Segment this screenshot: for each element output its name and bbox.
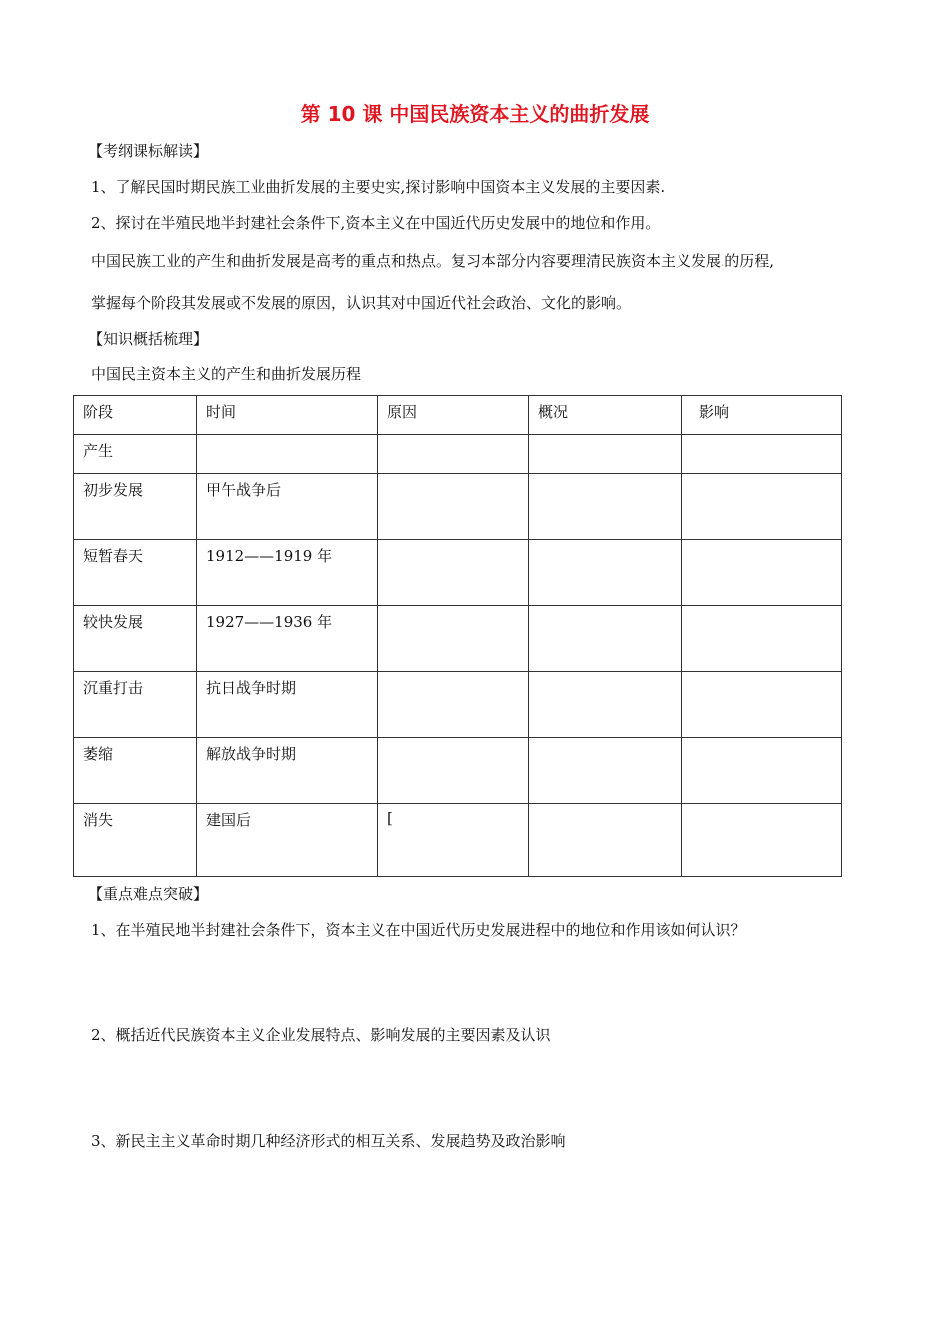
- cell-cause: [378, 738, 529, 804]
- syllabus-item-2: 2、探讨在半殖民地半封建社会条件下,资本主义在中国近代历史发展中的地位和作用。: [91, 214, 661, 232]
- table-row: [74, 540, 842, 606]
- cell-time: 甲午战争后: [197, 474, 378, 540]
- cell-cause: [378, 540, 529, 606]
- question-1: 1、在半殖民地半封建社会条件下，资本主义在中国近代历史发展进程中的地位和作用该如何认识？: [91, 921, 746, 939]
- question-3: 3、新民主主义革命时期几种经济形式的相互关系、发展趋势及政治影响: [91, 1132, 566, 1150]
- header-impact: 影响: [682, 396, 842, 435]
- section-heading-key-points: 【重点难点突破】: [88, 885, 209, 903]
- cell-stage: 短暂春天: [74, 540, 197, 606]
- table-header-row: [74, 396, 842, 435]
- table-row: [74, 606, 842, 672]
- cell-cause: [: [378, 804, 529, 877]
- cell-cause: [378, 606, 529, 672]
- cell-impact: [682, 804, 842, 877]
- header-time: 时间: [197, 396, 378, 435]
- cell-time: [197, 435, 378, 474]
- cell-time: 建国后: [197, 804, 378, 877]
- stages-table: [73, 395, 842, 877]
- cell-overview: [529, 474, 682, 540]
- intro-line-1: [91, 250, 774, 271]
- cell-stage: 初步发展: [74, 474, 197, 540]
- table-row: [74, 435, 842, 474]
- cell-cause: [378, 672, 529, 738]
- cell-time: 1912——1919 年: [197, 540, 378, 606]
- cell-cause: [378, 435, 529, 474]
- cell-overview: [529, 540, 682, 606]
- section-heading-syllabus: 【考纲课标解读】: [88, 142, 209, 160]
- cell-time: 解放战争时期: [197, 738, 378, 804]
- cell-impact: [682, 540, 842, 606]
- table-row: [74, 672, 842, 738]
- intro-text-a: 中国民族工业的产生和曲折发展是高考的重点和热点。复习本部分内容要理清民族资本主义发展: [91, 252, 722, 270]
- intro-text-b: 的历程,: [724, 252, 774, 270]
- page-title: 第 10 课 中国民族资本主义的曲折发展: [300, 102, 650, 126]
- section-heading-knowledge: 【知识概括梳理】: [88, 330, 209, 348]
- cell-overview: [529, 435, 682, 474]
- cell-cause: [378, 474, 529, 540]
- cell-overview: [529, 606, 682, 672]
- cell-overview: [529, 672, 682, 738]
- cell-overview: [529, 804, 682, 877]
- header-cause: 原因: [378, 396, 529, 435]
- cell-impact: [682, 672, 842, 738]
- table-caption: 中国民主资本主义的产生和曲折发展历程: [91, 365, 362, 383]
- cell-stage: 萎缩: [74, 738, 197, 804]
- intro-line-2: 掌握每个阶段其发展或不发展的原因，认识其对中国近代社会政治、文化的影响。: [91, 294, 632, 312]
- syllabus-item-1: 1、了解民国时期民族工业曲折发展的主要史实,探讨影响中国资本主义发展的主要因素.: [91, 178, 666, 196]
- header-stage: 阶段: [74, 396, 197, 435]
- header-overview: 概况: [529, 396, 682, 435]
- cell-stage: 较快发展: [74, 606, 197, 672]
- cell-stage: 产生: [74, 435, 197, 474]
- cell-stage: 沉重打击: [74, 672, 197, 738]
- cell-impact: [682, 606, 842, 672]
- table-row: [74, 804, 842, 877]
- table-row: [74, 738, 842, 804]
- cell-impact: [682, 435, 842, 474]
- cell-time: 1927——1936 年: [197, 606, 378, 672]
- cell-impact: [682, 474, 842, 540]
- question-2: 2、概括近代民族资本主义企业发展特点、影响发展的主要因素及认识: [91, 1026, 551, 1044]
- cell-time: 抗日战争时期: [197, 672, 378, 738]
- stray-dot: .: [721, 258, 725, 269]
- cell-impact: [682, 738, 842, 804]
- table-row: [74, 474, 842, 540]
- cell-stage: 消失: [74, 804, 197, 877]
- cell-overview: [529, 738, 682, 804]
